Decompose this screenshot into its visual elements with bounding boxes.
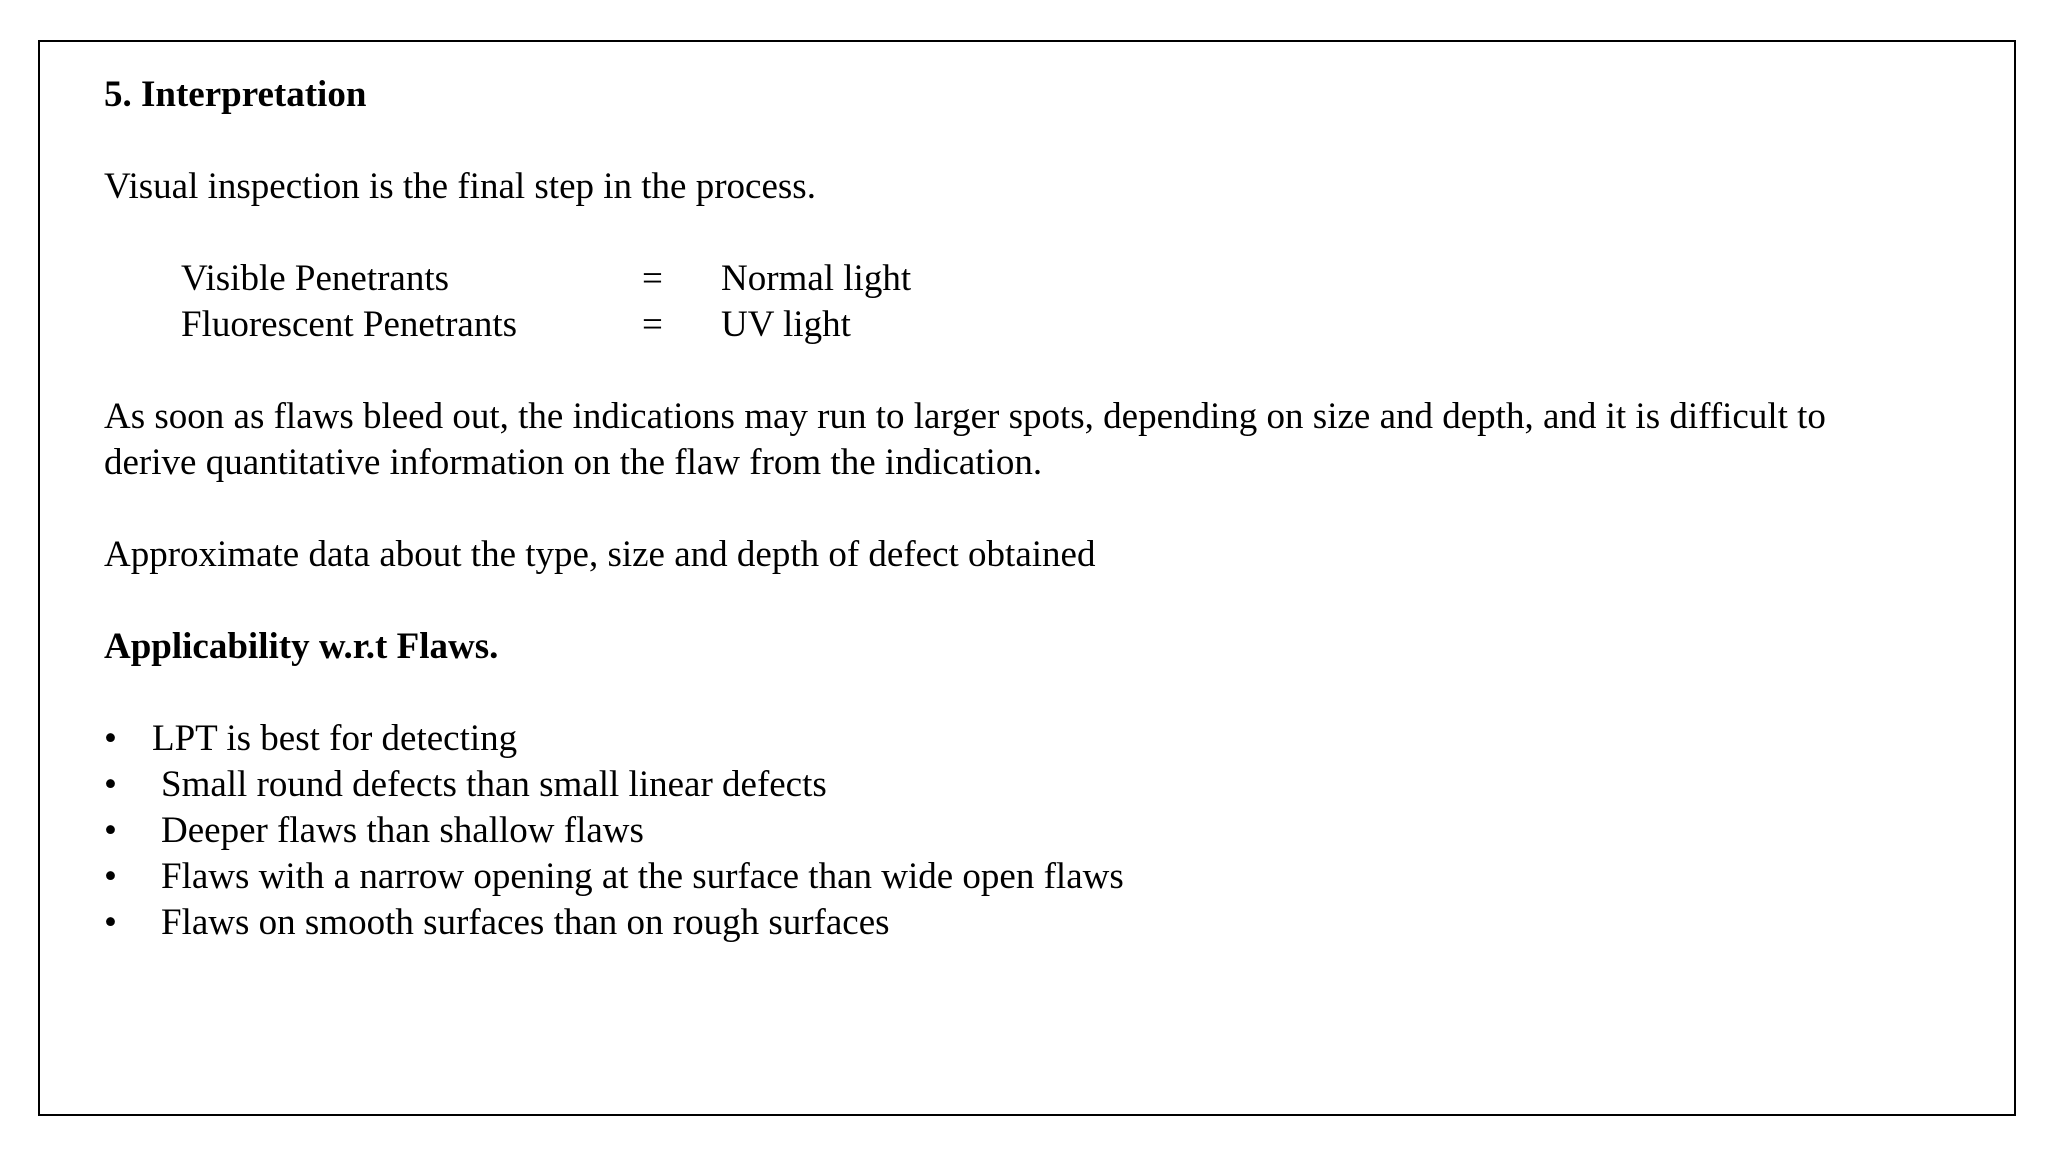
applicability-heading: Applicability w.r.t Flaws. <box>104 626 499 667</box>
list-item-text: LPT is best for detecting <box>152 718 518 759</box>
bullet-icon: • <box>104 764 117 805</box>
slide-content <box>104 72 1964 946</box>
list-item <box>104 900 1964 946</box>
intro-text: Visual inspection is the final step in the process. <box>104 166 816 207</box>
list-item <box>104 716 1964 762</box>
paragraph-line-2: derive quantitative information on the flaw from the indication. <box>104 442 1043 483</box>
bullet-icon: • <box>104 902 117 943</box>
equals-sign: = <box>642 304 663 345</box>
list-item <box>104 808 1964 854</box>
penetrant-light: UV light <box>721 304 851 345</box>
list-item-text: Small round defects than small linear defects <box>161 764 827 805</box>
list-item-text: Deeper flaws than shallow flaws <box>161 810 644 851</box>
list-item-text: Flaws with a narrow opening at the surface than wide open flaws <box>161 856 1124 897</box>
penetrant-row-fluorescent <box>104 302 1964 348</box>
bullet-icon: • <box>104 810 117 851</box>
list-item-text: Flaws on smooth surfaces than on rough surfaces <box>161 902 890 943</box>
penetrant-label: Visible Penetrants <box>181 258 450 299</box>
bullet-icon: • <box>104 856 117 897</box>
paragraph-line-1: As soon as flaws bleed out, the indications may run to larger spots, depending on size and depth, and it is difficult to <box>104 396 1826 437</box>
penetrant-light: Normal light <box>721 258 912 299</box>
bullet-icon: • <box>104 718 117 759</box>
approximate-data-text: Approximate data about the type, size and depth of defect obtained <box>104 534 1096 575</box>
penetrant-row-visible <box>104 256 1964 302</box>
section-heading: 5. Interpretation <box>104 74 367 115</box>
equals-sign: = <box>642 258 663 299</box>
penetrant-label: Fluorescent Penetrants <box>181 304 517 345</box>
list-item <box>104 762 1964 808</box>
list-item <box>104 854 1964 900</box>
